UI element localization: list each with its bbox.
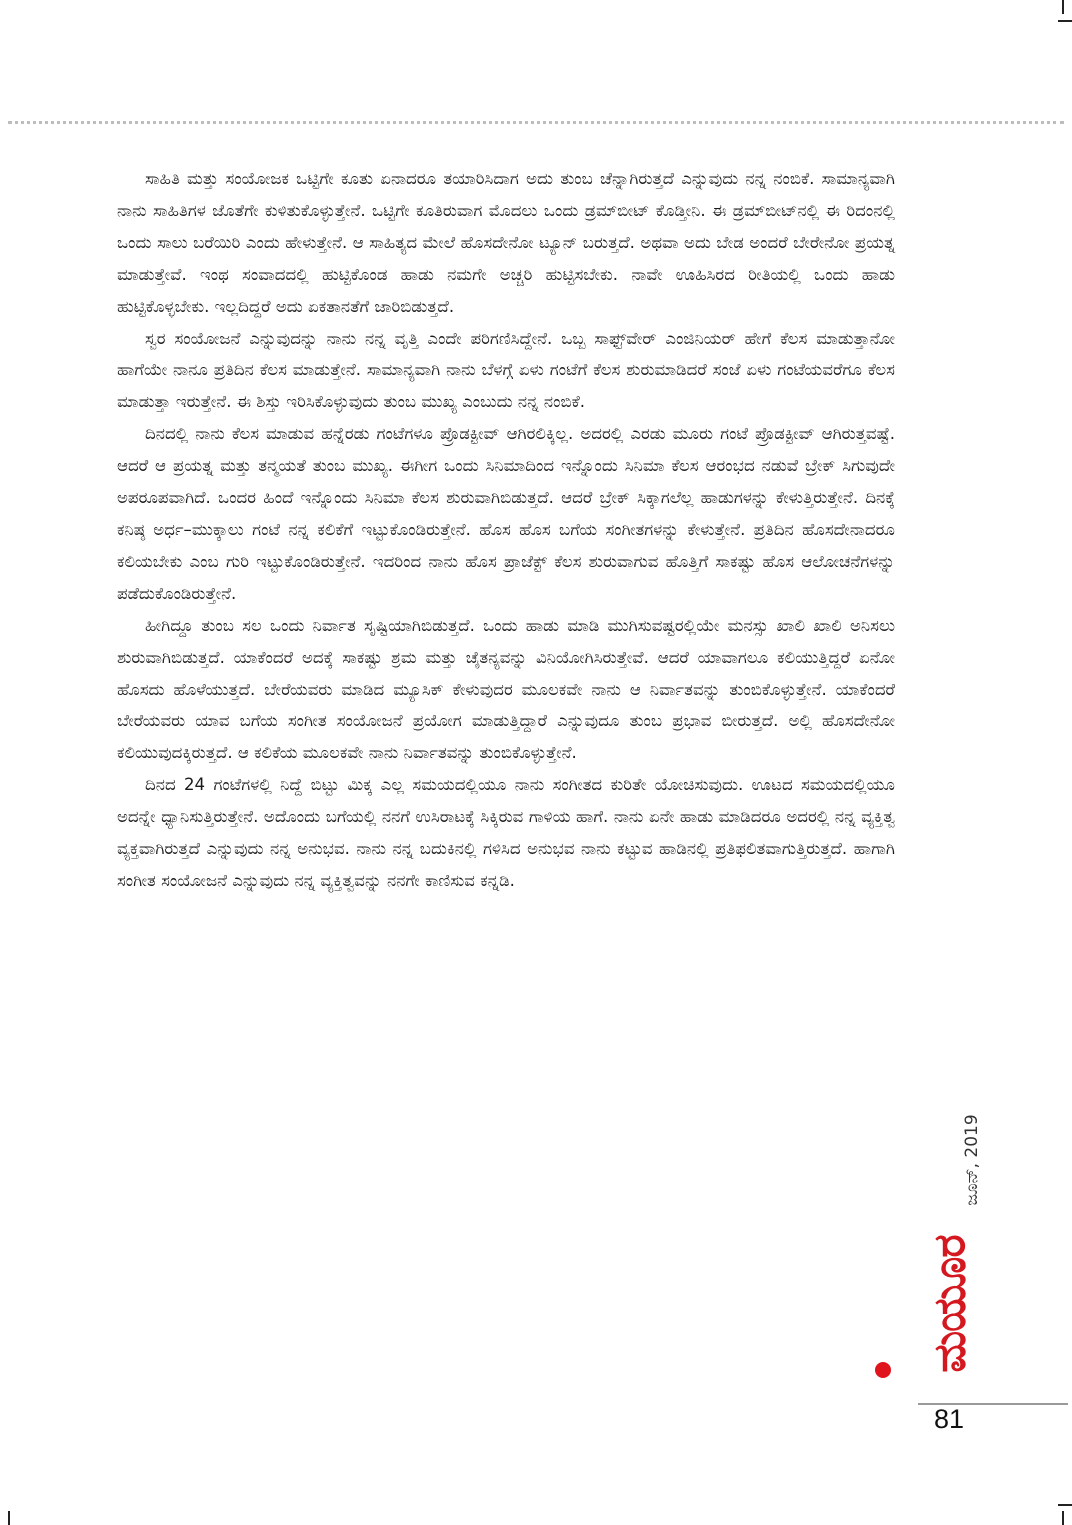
article-body [117,163,895,897]
crop-mark [1062,0,1064,14]
header-dotted-rule [8,121,1064,124]
paragraph: ಹೀಗಿದ್ದೂ ತುಂಬ ಸಲ ಒಂದು ನಿರ್ವಾತ ಸೃಷ್ಟಿಯಾಗಿಬಿಡುತ್ತದೆ. ಒಂದು ಹಾಡು ಮಾಡಿ ಮುಗಿಸುವಷ್ಟರಲ್ಲಿಯೇ ಮನಸ್ಸು ಖಾಲಿ ಖಾಲಿ ಅನಿಸಲು ಶುರುವಾಗಿಬಿಡುತ್ತದೆ. ಯಾಕೆಂದರೆ ಅದಕ್ಕೆ ಸಾಕಷ್ಟು ಶ್ರಮ ಮತ್ತು ಚೈತನ್ಯವನ್ನು ವಿನಿಯೋಗಿಸಿರುತ್ತೇವೆ. ಆದರೆ ಯಾವಾಗಲೂ ಕಲಿಯುತ್ತಿದ್ದರೆ ಏನೋ ಹೊಸದು ಹೊಳೆಯುತ್ತದೆ. ಬೇರೆಯವರು ಮಾಡಿದ ಮ್ಯೂಸಿಕ್ ಕೇಳುವುದರ ಮೂಲಕವೇ ನಾನು ಆ ನಿರ್ವಾತವನ್ನು ತುಂಬಿಕೊಳ್ಳುತ್ತೇನೆ. ಯಾಕೆಂದರೆ ಬೇರೆಯವರು ಯಾವ ಬಗೆಯ ಸಂಗೀತ ಸಂಯೋಜನೆ ಪ್ರಯೋಗ ಮಾಡುತ್ತಿದ್ದಾರೆ ಎನ್ನುವುದೂ ತುಂಬ ಪ್ರಭಾವ ಬೀರುತ್ತದೆ. ಅಲ್ಲಿ ಹೊಸದೇನೋ ಕಲಿಯುವುದಕ್ಕಿರುತ್ತದೆ. ಆ ಕಲಿಕೆಯ ಮೂಲಕವೇ ನಾನು ನಿರ್ವಾತವನ್ನು ತುಂಬಿಕೊಳ್ಳುತ್ತೇನೆ. [117,615,895,763]
paragraph: ದಿನದ 24 ಗಂಟೆಗಳಲ್ಲಿ ನಿದ್ದೆ ಬಿಟ್ಟು ಮಿಕ್ಕ ಎಲ್ಲ ಸಮಯದಲ್ಲಿಯೂ ನಾನು ಸಂಗೀತದ ಕುರಿತೇ ಯೋಚಿಸುವುದು. ಊಟದ ಸಮಯದಲ್ಲಿಯೂ ಅದನ್ನೇ ಧ್ಯಾನಿಸುತ್ತಿರುತ್ತೇನೆ. ಅದೊಂದು ಬಗೆಯಲ್ಲಿ ನನಗೆ ಉಸಿರಾಟಕ್ಕೆ ಸಿಕ್ಕಿರುವ ಗಾಳಿಯ ಹಾಗೆ. ನಾನು ಏನೇ ಹಾಡು ಮಾಡಿದರೂ ಅದರಲ್ಲಿ ನನ್ನ ವ್ಯಕ್ತಿತ್ವ ವ್ಯಕ್ತವಾಗಿರುತ್ತದೆ ಎನ್ನುವುದು ನನ್ನ ಅನುಭವ. ನಾನು ನನ್ನ ಬದುಕಿನಲ್ಲಿ ಗಳಿಸಿದ ಅನುಭವ ನಾನು ಕಟ್ಟುವ ಹಾಡಿನಲ್ಲಿ ಪ್ರತಿಫಲಿತವಾಗುತ್ತಿರುತ್ತದೆ. ಹಾಗಾಗಿ ಸಂಗೀತ ಸಂಯೋಜನೆ ಎನ್ನುವುದು ನನ್ನ ವ್ಯಕ್ತಿತ್ವವನ್ನು ನನಗೇ ಕಾಣಿಸುವ ಕನ್ನಡಿ. [117,775,895,890]
magazine-logo: ಮಯೂರ [924,1235,976,1373]
crop-mark [1058,1504,1072,1506]
crop-mark [8,1511,10,1525]
paragraph: ಸ್ವರ ಸಂಯೋಜನೆ ಎನ್ನುವುದನ್ನು ನಾನು ನನ್ನ ವೃತ್ತಿ ಎಂದೇ ಪರಿಗಣಿಸಿದ್ದೇನೆ. ಒಬ್ಬ ಸಾಫ್ಟ್‌ವೇರ್ ಎಂಜಿನಿಯರ್ ಹೇಗೆ ಕೆಲಸ ಮಾಡುತ್ತಾನೋ ಹಾಗೆಯೇ ನಾನೂ ಪ್ರತಿದಿನ ಕೆಲಸ ಮಾಡುತ್ತೇನೆ. ಸಾಮಾನ್ಯವಾಗಿ ನಾನು ಬೆಳಗ್ಗೆ ಏಳು ಗಂಟೆಗೆ ಕೆಲಸ ಶುರುಮಾಡಿದರೆ ಸಂಜೆ ಏಳು ಗಂಟೆಯವರೆಗೂ ಕೆಲಸ ಮಾಡುತ್ತಾ ಇರುತ್ತೇನೆ. ಈ ಶಿಸ್ತು ಇರಿಸಿಕೊಳ್ಳುವುದು ತುಂಬ ಮುಖ್ಯ ಎಂಬುದು ನನ್ನ ನಂಬಿಕೆ. [117,328,895,412]
page-number: 81 [934,1404,965,1434]
crop-mark [1062,1511,1064,1525]
issue-date: ಜೂನ್, 2019 [962,1114,982,1206]
crop-mark [1058,20,1072,22]
red-dot-icon [875,1362,891,1378]
paragraph: ಸಾಹಿತಿ ಮತ್ತು ಸಂಯೋಜಕ ಒಟ್ಟಿಗೇ ಕೂತು ಏನಾದರೂ ತಯಾರಿಸಿದಾಗ ಅದು ತುಂಬ ಚೆನ್ನಾಗಿರುತ್ತದೆ ಎನ್ನುವುದು ನನ್ನ ನಂಬಿಕೆ. ಸಾಮಾನ್ಯವಾಗಿ ನಾನು ಸಾಹಿತಿಗಳ ಜೊತೆಗೇ ಕುಳಿತುಕೊಳ್ಳುತ್ತೇನೆ. ಒಟ್ಟಿಗೇ ಕೂತಿರುವಾಗ ಮೊದಲು ಒಂದು ಡ್ರಮ್‌ಬೀಟ್ ಕೊಡ್ತೀನಿ. ಈ ಡ್ರಮ್‌ಬೀಟ್‌ನಲ್ಲಿ ಈ ರಿದಂನಲ್ಲಿ ಒಂದು ಸಾಲು ಬರೆಯಿರಿ ಎಂದು ಹೇಳುತ್ತೇನೆ. ಆ ಸಾಹಿತ್ಯದ ಮೇಲೆ ಹೊಸದೇನೋ ಟ್ಯೂನ್ ಬರುತ್ತದೆ. ಅಥವಾ ಅದು ಬೇಡ ಅಂದರೆ ಬೇರೇನೋ ಪ್ರಯತ್ನ ಮಾಡುತ್ತೇವೆ. ಇಂಥ ಸಂವಾದದಲ್ಲಿ ಹುಟ್ಟಿಕೊಂಡ ಹಾಡು ನಮಗೇ ಅಚ್ಚರಿ ಹುಟ್ಟಿಸಬೇಕು. ನಾವೇ ಊಹಿಸಿರದ ರೀತಿಯಲ್ಲಿ ಒಂದು ಹಾಡು ಹುಟ್ಟಿಕೊಳ್ಳಬೇಕು. ಇಲ್ಲದಿದ್ದರೆ ಅದು ಏಕತಾನತೆಗೆ ಜಾರಿಬಿಡುತ್ತದೆ. [117,169,895,316]
paragraph: ದಿನದಲ್ಲಿ ನಾನು ಕೆಲಸ ಮಾಡುವ ಹನ್ನೆರಡು ಗಂಟೆಗಳೂ ಪ್ರೊಡಕ್ಟೀವ್ ಆಗಿರಲಿಕ್ಕಿಲ್ಲ. ಅದರಲ್ಲಿ ಎರಡು ಮೂರು ಗಂಟೆ ಪ್ರೊಡಕ್ಟೀವ್ ಆಗಿರುತ್ತವಷ್ಟೆ. ಆದರೆ ಆ ಪ್ರಯತ್ನ ಮತ್ತು ತನ್ಮಯತೆ ತುಂಬ ಮುಖ್ಯ. ಈಗೀಗ ಒಂದು ಸಿನಿಮಾದಿಂದ ಇನ್ನೊಂದು ಸಿನಿಮಾ ಕೆಲಸ ಆರಂಭದ ನಡುವೆ ಬ್ರೇಕ್ ಸಿಗುವುದೇ ಅಪರೂಪವಾಗಿದೆ. ಒಂದರ ಹಿಂದೆ ಇನ್ನೊಂದು ಸಿನಿಮಾ ಕೆಲಸ ಶುರುವಾಗಿಬಿಡುತ್ತದೆ. ಆದರೆ ಬ್ರೇಕ್ ಸಿಕ್ಕಾಗಲೆಲ್ಲ ಹಾಡುಗಳನ್ನು ಕೇಳುತ್ತಿರುತ್ತೇನೆ. ದಿನಕ್ಕೆ ಕನಿಷ್ಠ ಅರ್ಧ–ಮುಕ್ಕಾಲು ಗಂಟೆ ನನ್ನ ಕಲಿಕೆಗೆ ಇಟ್ಟುಕೊಂಡಿರುತ್ತೇನೆ. ಹೊಸ ಹೊಸ ಬಗೆಯ ಸಂಗೀತಗಳನ್ನು ಕೇಳುತ್ತೇನೆ. ಪ್ರತಿದಿನ ಹೊಸದೇನಾದರೂ ಕಲಿಯಬೇಕು ಎಂಬ ಗುರಿ ಇಟ್ಟುಕೊಂಡಿರುತ್ತೇನೆ. ಇದರಿಂದ ನಾನು ಹೊಸ ಪ್ರಾಜೆಕ್ಟ್ ಕೆಲಸ ಶುರುವಾಗುವ ಹೊತ್ತಿಗೆ ಸಾಕಷ್ಟು ಹೊಸ ಆಲೋಚನೆಗಳನ್ನು ಪಡೆದುಕೊಂಡಿರುತ್ತೇನೆ. [117,424,895,603]
